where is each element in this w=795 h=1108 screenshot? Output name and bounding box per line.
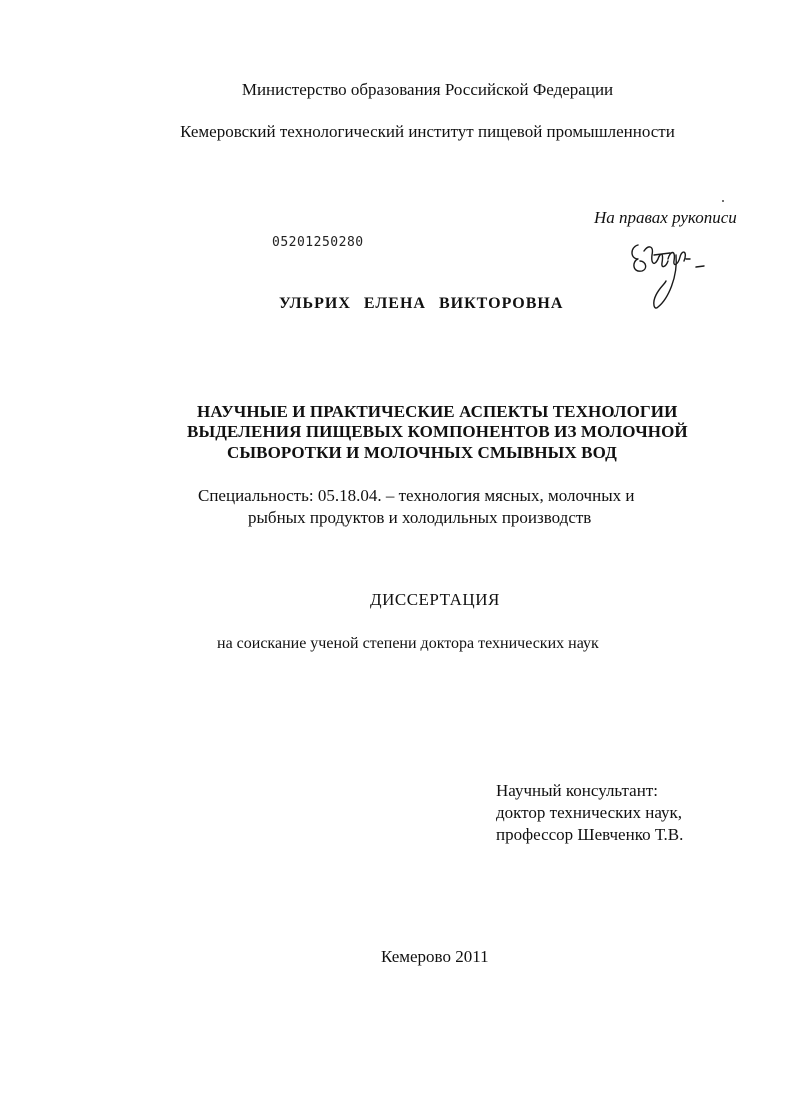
catalog-code: 05201250280 xyxy=(272,235,364,250)
degree-statement: на соискание ученой степени доктора технических наук xyxy=(217,635,599,652)
handwritten-signature-icon xyxy=(624,237,714,317)
title-line: СЫВОРОТКИ И МОЛОЧНЫХ СМЫВНЫХ ВОД xyxy=(227,443,617,462)
author-name: УЛЬРИХ ЕЛЕНА ВИКТОРОВНА xyxy=(279,295,564,312)
scan-speck xyxy=(722,200,724,202)
manuscript-note: На правах рукописи xyxy=(594,208,737,227)
document-type: ДИССЕРТАЦИЯ xyxy=(370,590,500,609)
consultant-name: профессор Шевченко Т.В. xyxy=(496,825,684,844)
ministry-heading: Министерство образования Российской Федерации xyxy=(241,80,614,99)
consultant-degree: доктор технических наук, xyxy=(496,803,683,822)
specialty-line: рыбных продуктов и холодильных производств xyxy=(248,508,592,527)
specialty-line: Специальность: 05.18.04. – технология мясных, молочных и xyxy=(198,486,635,505)
city-year: Кемерово 2011 xyxy=(381,947,489,966)
institute-heading: Кемеровский технологический институт пищевой промышленности xyxy=(180,122,675,141)
title-line: ВЫДЕЛЕНИЯ ПИЩЕВЫХ КОМПОНЕНТОВ ИЗ МОЛОЧНОЙ xyxy=(187,422,688,441)
consultant-label: Научный консультант: xyxy=(496,781,658,800)
title-line: НАУЧНЫЕ И ПРАКТИЧЕСКИЕ АСПЕКТЫ ТЕХНОЛОГИИ xyxy=(197,402,678,421)
